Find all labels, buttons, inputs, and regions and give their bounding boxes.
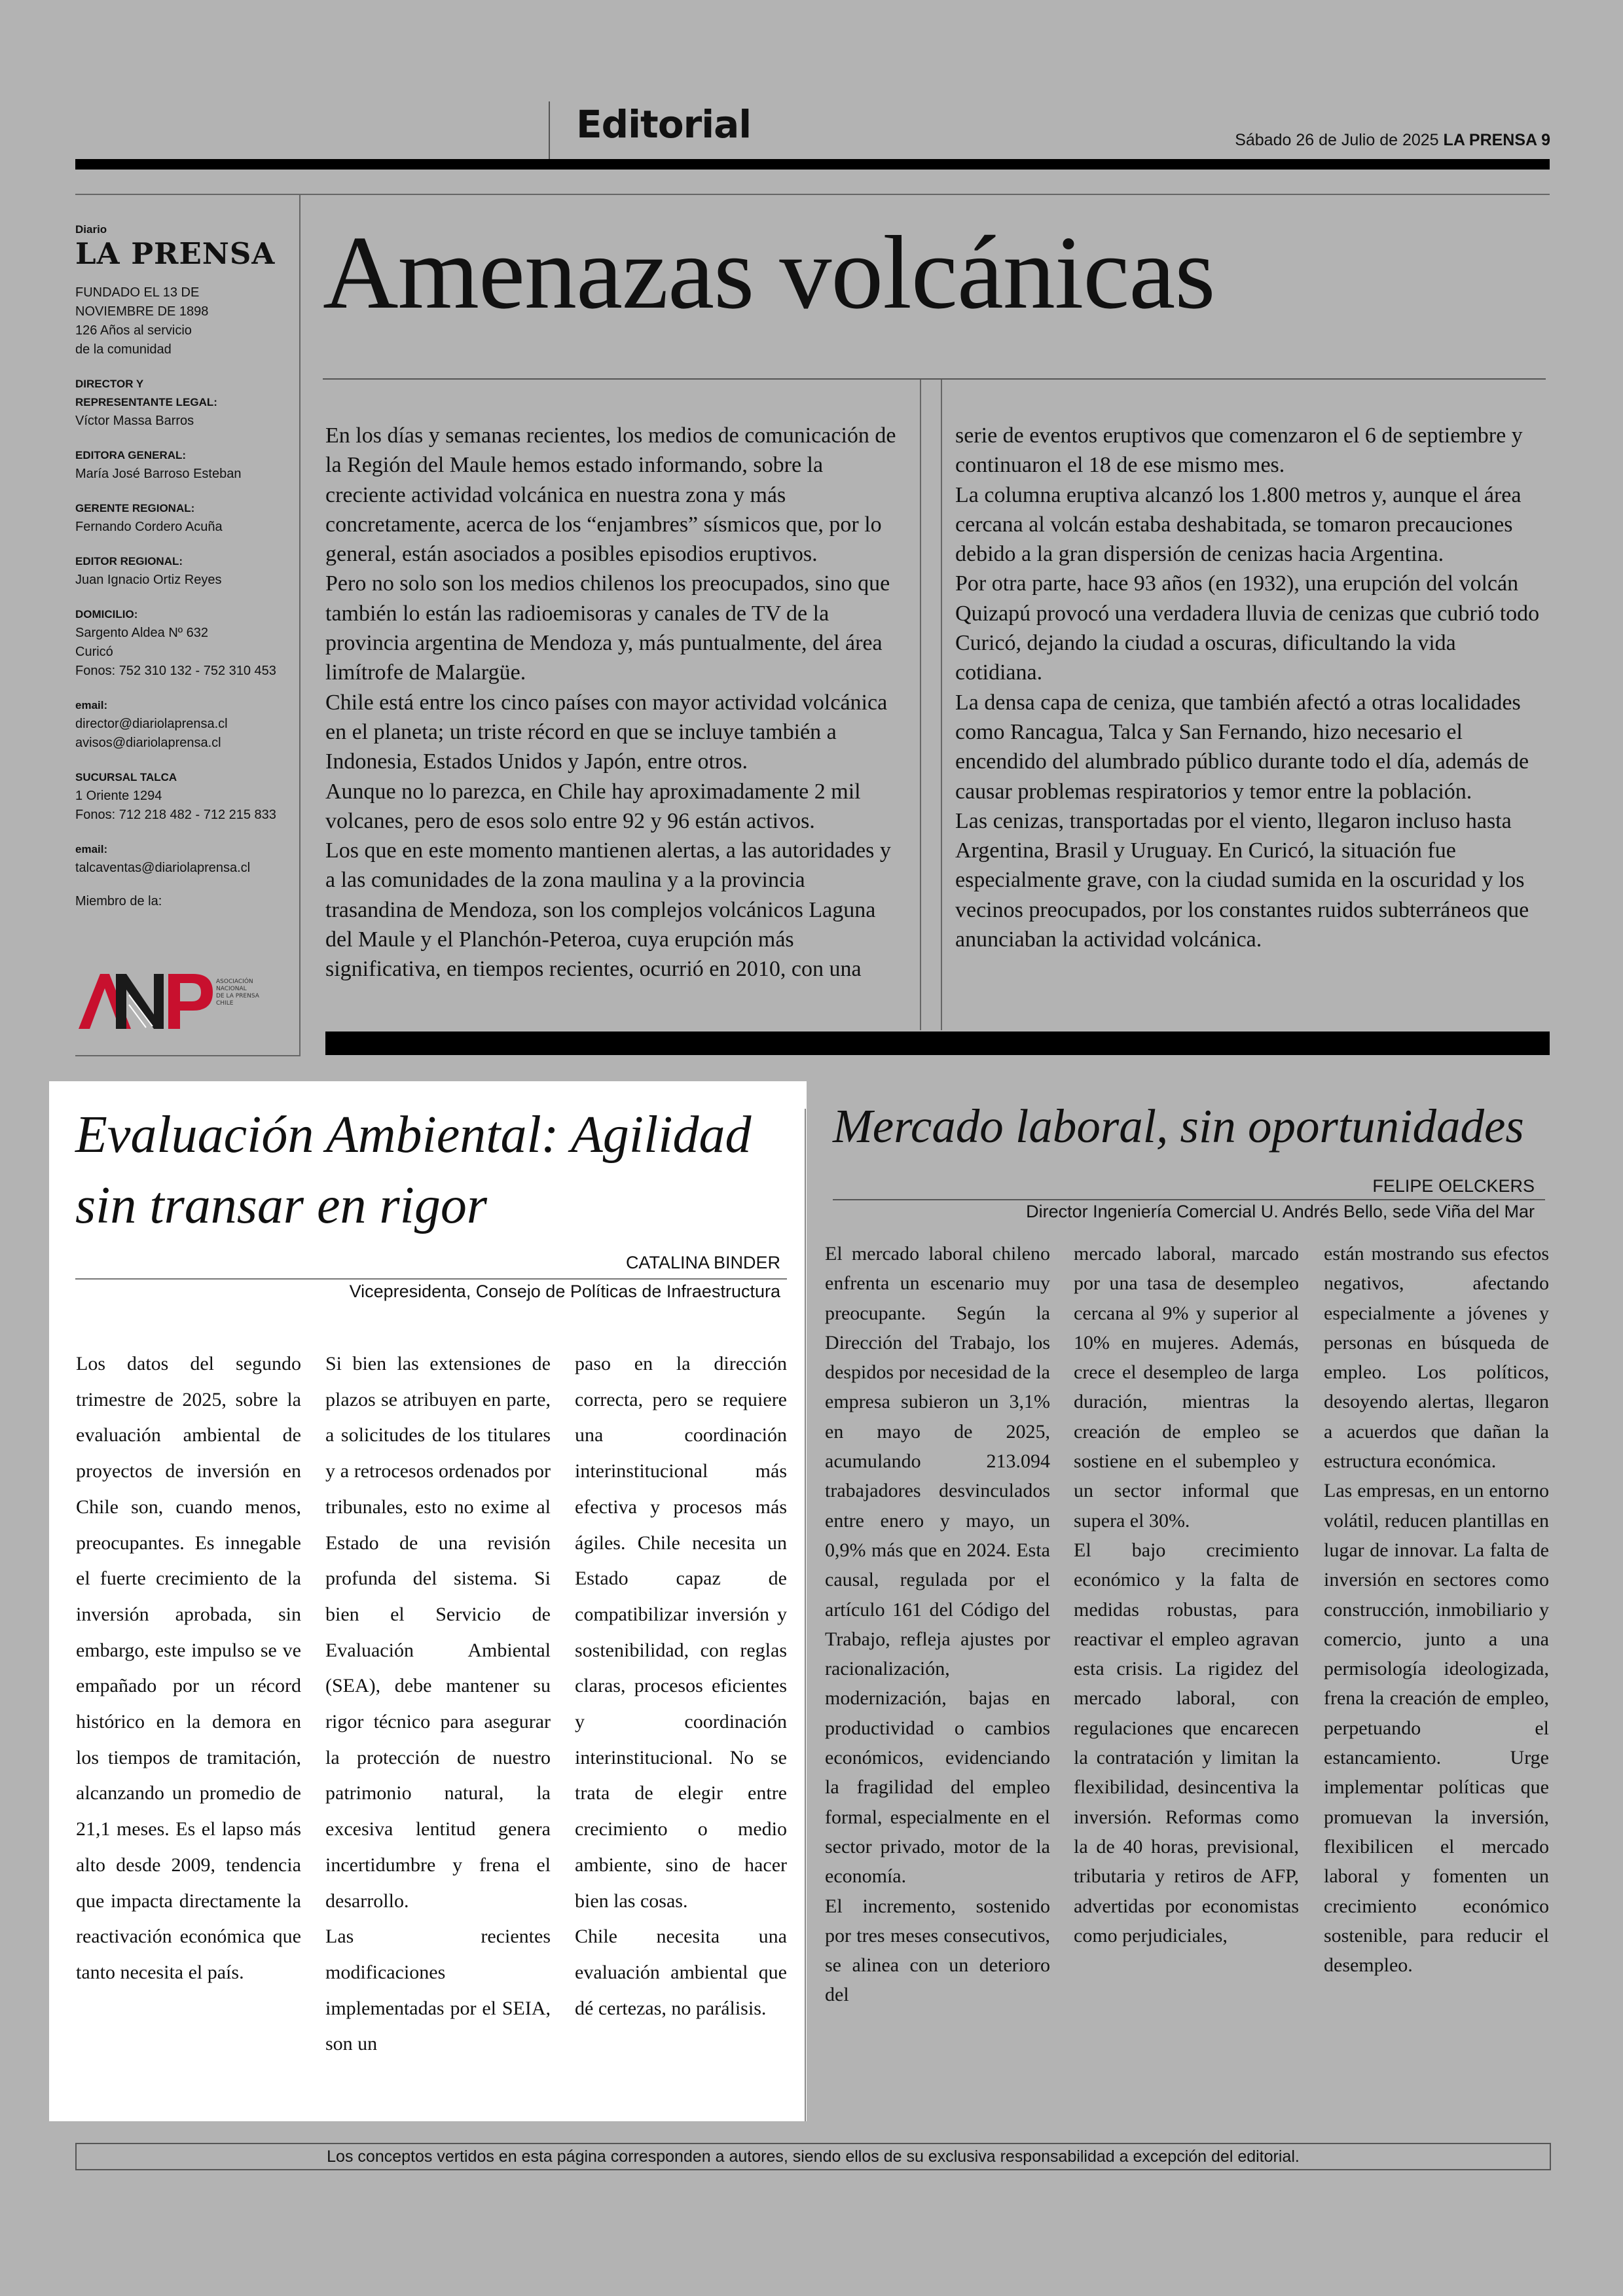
article-2-column-2	[1074, 1239, 1299, 1950]
editora-label: EDITORA GENERAL:	[75, 449, 187, 461]
editorial-column-2	[955, 421, 1546, 954]
article-1-column-2	[325, 1346, 551, 2062]
gerente-label: GERENTE REGIONAL:	[75, 502, 195, 514]
editorial-column-rule	[920, 380, 921, 1030]
masthead-small-label: Diario	[75, 223, 107, 236]
masthead	[75, 220, 291, 911]
anp-logo-icon	[75, 969, 272, 1034]
section-divider-bar	[325, 1031, 1550, 1055]
email-link[interactable]: avisos@diariolaprensa.cl	[75, 736, 221, 750]
sucursal-label: SUCURSAL TALCA	[75, 771, 177, 783]
editorial-column-rule	[941, 380, 942, 1030]
paragraph: En los días y semanas recientes, los medios de comunicación de la Región del Maule hemos estado informando, sobre la creciente actividad volcánica en nuestra zona y más concretamente, acerca de los “enjambres” sísmicos que, por lo general, están asociados a posibles episodios eruptivos.	[325, 423, 896, 567]
paragraph: mercado laboral, marcado por una tasa de desempleo cercana al 9% y superior al 10% en mujeres. Además, crece el desempleo de larga duración, mientras la creación de empleo se sostiene en el subempleo y un sector informal que supera el 30%.	[1074, 1243, 1299, 1532]
founded-line: FUNDADO EL 13 DE	[75, 285, 200, 300]
sucursal-line: 1 Oriente 1294	[75, 789, 162, 803]
paragraph: La columna eruptiva alcanzó los 1.800 metros y, aunque el área cercana al volcán estaba deshabitada, se tomaron precauciones debido a la gran dispersión de cenizas hacia Argentina.	[955, 482, 1522, 567]
article-2-author: FELIPE OELCKERS	[1372, 1176, 1535, 1196]
header-rule-thin	[75, 194, 1550, 195]
years-line: de la comunidad	[75, 342, 172, 357]
paragraph: están mostrando sus efectos negativos, afectando especialmente a jóvenes y personas en búsqueda de empleo. Los políticos, desoyendo alertas, llegaron a acuerdos que dañan la estructura económica.	[1324, 1243, 1549, 1473]
paragraph: Las empresas, en un entorno volátil, reducen plantillas en lugar de innovar. La falta de inversión en sectores como construcción, inmobiliario y comercio, junto a una permisología ideologizada, frena la creación de empleo, perpetuando el estancamiento. Urge implementar políticas que promuevan la inversión, flexibilicen el mercado laboral y fomenten un crecimiento económico sostenible, para reducir el desempleo.	[1324, 1480, 1549, 1977]
email-label: email:	[75, 699, 108, 711]
article-1-column-3	[575, 1346, 787, 2026]
director-label: REPRESENTANTE LEGAL:	[75, 396, 217, 408]
article-1-byline-rule	[75, 1278, 787, 1280]
header-divider	[549, 101, 550, 160]
article-2-column-1	[825, 1239, 1050, 2010]
paragraph: La densa capa de ceniza, que también afectó a otras localidades como Rancagua, Talca y San Fernando, hizo necesario el encendido del alumbrado público durante todo el día, además de causar problemas respiratorios y temor entre la población.	[955, 690, 1529, 804]
domicilio-label: DOMICILIO:	[75, 608, 138, 620]
email-link[interactable]: director@diariolaprensa.cl	[75, 717, 228, 731]
article-1-role: Vicepresidenta, Consejo de Políticas de Infraestructura	[349, 1282, 780, 1301]
paragraph: Por otra parte, hace 93 años (en 1932), una erupción del volcán Quizapú provocó una verdadera lluvia de cenizas que cubrió todo Curicó, dejando la ciudad a oscuras, dificultando la vida cotidiana.	[955, 571, 1540, 685]
anp-text: ASOCIACIÓN	[216, 978, 253, 985]
paragraph: El incremento, sostenido por tres meses consecutivos, se alinea con un deterioro del	[825, 1895, 1050, 2006]
anp-text: DE LA PRENSA	[216, 993, 259, 999]
paragraph: Chile necesita una evaluación ambiental que dé certezas, no parálisis.	[575, 1926, 787, 2019]
editorial-title: Amenazas volcánicas	[323, 214, 1215, 331]
article-1-column-1	[76, 1346, 301, 1991]
masthead-brand: LA PRENSA	[75, 236, 276, 271]
paragraph: Si bien las extensiones de plazos se atribuyen en parte, a solicitudes de los titulares y a retrocesos ordenados por tribunales, esto no exime al Estado de una revisión profunda del sistema. Si bien el Servicio de Evaluación Ambiental (SEA), debe mantener su rigor técnico para asegurar la protección de nuestro patrimonio natural, la excesiva lentitud genera incertidumbre y frena el desarrollo.	[325, 1353, 551, 1912]
header-date	[1235, 131, 1550, 150]
paragraph: El mercado laboral chileno enfrenta un escenario muy preocupante. Según la Dirección del Trabajo, los despidos por necesidad de la empresa subieron un 3,1% en mayo de 2025, acumulando 213.094 trabajadores desvinculados entre enero y mayo, un 0,9% más que en 2024. Esta causal, regulada por el artículo 161 del Código del Trabajo, refleja ajustes por racionalización, modernización, bajas en productividad o cambios económicos, evidenciando la fragilidad del empleo formal, especialmente en el sector privado, motor de la economía.	[825, 1243, 1050, 1888]
director-name: Víctor Massa Barros	[75, 414, 194, 428]
domicilio-line: Sargento Aldea Nº 632	[75, 626, 209, 640]
article-1-title: Evaluación Ambiental: Agilidad sin transar en rigor	[75, 1106, 752, 1234]
editor-name: Juan Ignacio Ortiz Reyes	[75, 573, 222, 587]
paper-page: LA PRENSA 9	[1443, 131, 1550, 149]
article-divider	[805, 1109, 806, 2121]
article-1-author: CATALINA BINDER	[625, 1253, 780, 1272]
paragraph: paso en la dirección correcta, pero se requiere una coordinación interinstitucional más efectiva y procesos más ágiles. Chile necesita un Estado capaz de compatibilizar inversión y sostenibilidad, con reglas claras, procesos eficientes y coordinación interinstitucional. No se trata de elegir entre crecimiento o medio ambiente, sino de hacer bien las cosas.	[575, 1353, 787, 1912]
paragraph: Los que en este momento mantienen alertas, a las autoridades y a las comunidades de la zona maulina y a la provincia trasandina de Mendoza, son los complejos volcánicos Laguna del Maule y el Planchón-Peteroa, cuya erupción más significativa, en tiempos recientes, ocurrió en 2010, con una	[325, 838, 891, 982]
sidebar-bottom-rule	[75, 1055, 301, 1056]
sidebar-divider	[299, 195, 301, 1056]
paragraph: Aunque no lo parezca, en Chile hay aproximadamente 2 mil volcanes, pero de esos solo entre 92 y 96 están activos.	[325, 779, 861, 833]
paragraph: Chile está entre los cinco países con mayor actividad volcánica en el planeta; un triste récord en que se incluye también a Indonesia, Estados Unidos y Japón, entre otros.	[325, 690, 888, 774]
editorial-title-rule	[323, 378, 1546, 380]
article-2-title: Mercado laboral, sin oportunidades	[833, 1100, 1524, 1153]
paragraph: Las recientes modificaciones implementadas por el SEIA, son un	[325, 1926, 551, 2055]
gerente-name: Fernando Cordero Acuña	[75, 520, 223, 534]
sucursal-line: Fonos: 712 218 482 - 712 215 833	[75, 808, 276, 822]
domicilio-line: Curicó	[75, 645, 113, 659]
section-title: Editorial	[576, 102, 752, 147]
paragraph: Los datos del segundo trimestre de 2025, sobre la evaluación ambiental de proyectos de inversión en Chile son, cuando menos, preocupantes. Es innegable el fuerte crecimiento de la inversión aprobada, sin embargo, este impulso se ve empañado por un récord histórico en la demora en los tiempos de tramitación, alcanzando un promedio de 21,1 meses. Es el lapso más alto desde 2009, tendencia que impacta directamente la reactivación económica que tanto necesita el país.	[76, 1353, 301, 1983]
founded-line: NOVIEMBRE DE 1898	[75, 304, 209, 319]
email-link[interactable]: talcaventas@diariolaprensa.cl	[75, 861, 251, 875]
email-label: email:	[75, 843, 108, 855]
editorial-column-1	[325, 421, 900, 984]
paragraph: Pero no solo son los medios chilenos los preocupados, sino que también lo están las radioemisoras y canales de TV de la provincia argentina de Mendoza y, más puntualmente, del área limítrofe de Malargüe.	[325, 571, 890, 685]
article-2-role: Director Ingeniería Comercial U. Andrés Bello, sede Viña del Mar	[1026, 1202, 1535, 1221]
header-rule-thick	[75, 159, 1550, 170]
anp-text: NACIONAL	[216, 986, 247, 992]
anp-text: CHILE	[216, 1000, 234, 1007]
disclaimer: Los conceptos vertidos en esta página corresponden a autores, siendo ellos de su exclusiva responsabilidad a excepción del editorial.	[75, 2143, 1551, 2170]
domicilio-line: Fonos: 752 310 132 - 752 310 453	[75, 664, 276, 678]
anp-logo	[75, 969, 272, 1034]
editora-name: María José Barroso Esteban	[75, 467, 242, 481]
paragraph: Las cenizas, transportadas por el viento, llegaron incluso hasta Argentina, Brasil y Uruguay. En Curicó, la situación fue especialmente grave, con la ciudad sumida en la oscuridad y los vecinos preocupados, por los constantes ruidos subterráneos que anunciaban la actividad volcánica.	[955, 808, 1529, 952]
paragraph: El bajo crecimiento económico y la falta de medidas robustas, para reactivar el empleo agravan esta crisis. La rigidez del mercado laboral, con regulaciones que encarecen la contratación y limitan la flexibilidad, desincentiva la inversión. Reformas como la de 40 horas, previsional, tributaria y retiros de AFP, advertidas por economistas como perjudiciales,	[1074, 1539, 1299, 1946]
article-2-column-3	[1324, 1239, 1549, 1980]
paragraph: serie de eventos eruptivos que comenzaron el 6 de septiembre y continuaron el 18 de ese mismo mes.	[955, 423, 1523, 478]
date-text: Sábado 26 de Julio de 2025	[1235, 131, 1439, 149]
member-label: Miembro de la:	[75, 894, 162, 908]
editor-label: EDITOR REGIONAL:	[75, 555, 183, 567]
article-2-byline-rule	[833, 1199, 1545, 1200]
director-label: DIRECTOR Y	[75, 378, 144, 390]
years-line: 126 Años al servicio	[75, 323, 192, 338]
